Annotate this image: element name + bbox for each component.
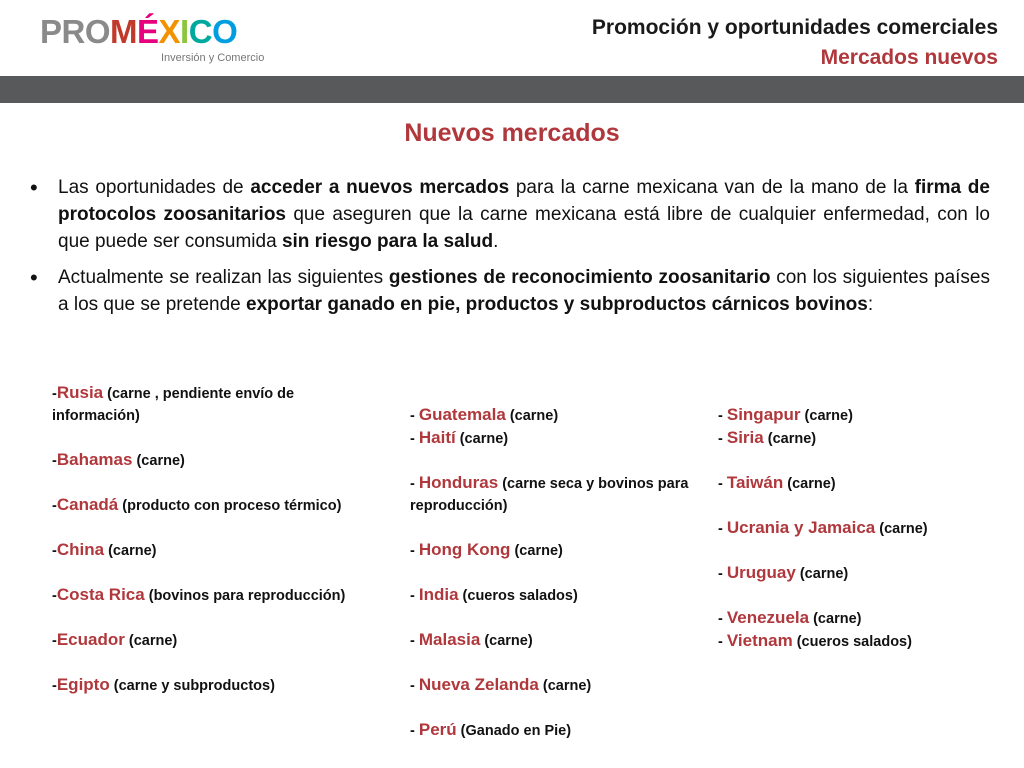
country-name: Canadá	[56, 495, 119, 514]
country-name: Venezuela	[726, 608, 810, 627]
country-note: (carne)	[510, 543, 563, 559]
country-item	[410, 539, 710, 562]
bullet-emphasis: sin riesgo para la salud	[281, 231, 494, 252]
header-subtitle: Mercados nuevos	[820, 46, 998, 69]
spacer	[718, 450, 1018, 472]
spacer	[410, 697, 710, 719]
slide-heading: Nuevos mercados	[404, 119, 620, 147]
country-name: Singapur	[726, 405, 801, 424]
country-note: (carne seca y bovinos para reproducción)	[410, 476, 689, 514]
country-name: Malasia	[418, 630, 481, 649]
spacer	[410, 607, 710, 629]
country-dash: -	[718, 408, 727, 424]
promexico-logo	[40, 14, 280, 70]
country-dash: -	[410, 633, 419, 649]
country-name: India	[418, 585, 459, 604]
country-item	[718, 607, 1018, 630]
spacer	[718, 540, 1018, 562]
spacer	[410, 562, 710, 584]
header-divider-bar	[0, 76, 1024, 103]
country-dash: -	[410, 476, 419, 492]
country-item	[718, 427, 1018, 450]
country-name: Rusia	[56, 383, 104, 402]
country-item	[52, 382, 357, 427]
country-column-3	[718, 404, 1018, 653]
bullet-text: Actualmente se realizan las siguientes	[58, 267, 389, 288]
country-dash: -	[718, 566, 727, 582]
country-note: (carne)	[800, 408, 853, 424]
country-item	[410, 629, 710, 652]
country-note: (carne)	[480, 633, 533, 649]
logo-letter: X	[158, 13, 181, 50]
country-name: Guatemala	[418, 405, 506, 424]
country-name: China	[56, 540, 105, 559]
logo-letter: O	[212, 13, 238, 50]
spacer	[52, 472, 357, 494]
country-dash: -	[718, 611, 727, 627]
country-column-2	[410, 404, 710, 742]
country-name: Ecuador	[56, 630, 125, 649]
bullet-item	[30, 264, 990, 318]
country-dash: -	[52, 633, 57, 649]
country-dash: -	[718, 521, 727, 537]
country-note: (carne)	[875, 521, 928, 537]
logo-wordmark	[40, 14, 280, 50]
bullet-text: .	[493, 231, 499, 252]
bullet-text: Las oportunidades de	[58, 177, 251, 198]
country-dash: -	[410, 431, 419, 447]
country-item	[52, 449, 357, 472]
bullet-text: para la carne mexicana van de la mano de la	[509, 177, 915, 198]
country-dash: -	[718, 634, 727, 650]
country-note: (bovinos para reproducción)	[144, 588, 346, 604]
bullet-emphasis: acceder a nuevos mercados	[250, 177, 510, 198]
bullet-item	[30, 174, 990, 255]
country-item	[52, 629, 357, 652]
spacer	[718, 585, 1018, 607]
country-note: (Ganado en Pie)	[456, 723, 572, 739]
country-name: Siria	[726, 428, 764, 447]
country-item	[718, 630, 1018, 653]
country-item	[52, 539, 357, 562]
country-dash: -	[52, 386, 57, 402]
country-note: (carne)	[132, 453, 185, 469]
logo-mexico	[110, 13, 237, 50]
country-name: Egipto	[56, 675, 110, 694]
bullet-emphasis: gestiones de reconocimiento zoosanitario	[388, 267, 771, 288]
country-name: Perú	[418, 720, 457, 739]
country-name: Ucrania y Jamaica	[726, 518, 876, 537]
country-item	[410, 427, 710, 450]
country-note: (cueros salados)	[792, 634, 912, 650]
country-name: Hong Kong	[418, 540, 511, 559]
country-note: (carne)	[124, 633, 178, 649]
country-note: (carne)	[104, 543, 157, 559]
country-name: Taiwán	[726, 473, 784, 492]
country-dash: -	[52, 678, 57, 694]
spacer	[52, 427, 357, 449]
bullet-text: :	[867, 294, 874, 315]
country-name: Bahamas	[56, 450, 133, 469]
country-item	[718, 517, 1018, 540]
spacer	[410, 652, 710, 674]
spacer	[410, 517, 710, 539]
header-title: Promoción y oportunidades comerciales	[591, 16, 998, 39]
logo-letter: I	[180, 13, 189, 50]
country-note: (carne)	[455, 431, 509, 447]
country-item	[718, 472, 1018, 495]
spacer	[52, 562, 357, 584]
country-item	[718, 404, 1018, 427]
country-name: Uruguay	[726, 563, 796, 582]
country-dash: -	[410, 588, 419, 604]
logo-letter: É	[137, 13, 159, 50]
country-note: (carne)	[763, 431, 817, 447]
country-dash: -	[410, 678, 419, 694]
spacer	[52, 607, 357, 629]
country-dash: -	[718, 476, 727, 492]
country-item	[718, 562, 1018, 585]
country-name: Honduras	[418, 473, 499, 492]
country-item	[52, 674, 357, 697]
country-item	[410, 404, 710, 427]
spacer	[410, 450, 710, 472]
spacer	[52, 652, 357, 674]
country-note: (cueros salados)	[458, 588, 578, 604]
country-name: Costa Rica	[56, 585, 145, 604]
logo-pro: PRO	[40, 13, 111, 50]
country-dash: -	[52, 588, 57, 604]
country-note: (carne)	[505, 408, 559, 424]
country-name: Haití	[418, 428, 456, 447]
country-note: (producto con proceso térmico)	[118, 498, 342, 514]
bullet-text: con los siguientes países a los que se pretende	[58, 267, 990, 315]
country-item	[52, 494, 357, 517]
country-column-1	[52, 382, 357, 697]
country-name: Nueva Zelanda	[418, 675, 539, 694]
country-dash: -	[52, 543, 57, 559]
country-note: (carne)	[809, 611, 862, 627]
country-name: Vietnam	[726, 631, 793, 650]
bullet-text: que aseguren que la carne mexicana está libre de cualquier enfermedad, con lo que puede ser consumida	[58, 204, 990, 252]
spacer	[52, 517, 357, 539]
country-note: (carne)	[795, 566, 849, 582]
logo-letter: C	[188, 13, 213, 50]
spacer	[718, 495, 1018, 517]
bullet-dot-icon: •	[30, 175, 38, 200]
logo-subtitle: Inversión y Comercio	[161, 52, 265, 64]
country-dash: -	[410, 723, 419, 739]
bullet-dot-icon: •	[30, 265, 38, 290]
country-dash: -	[52, 498, 57, 514]
country-dash: -	[410, 543, 419, 559]
bullet-emphasis: exportar ganado en pie, productos y subproductos cárnicos bovinos	[246, 294, 868, 315]
country-item	[410, 674, 710, 697]
country-note: (carne , pendiente envío de información)	[52, 386, 295, 424]
country-item	[52, 584, 357, 607]
country-dash: -	[52, 453, 57, 469]
country-dash: -	[410, 408, 419, 424]
country-note: (carne y subproductos)	[109, 678, 275, 694]
country-item	[410, 719, 710, 742]
country-item	[410, 584, 710, 607]
bullet-list	[30, 174, 990, 327]
logo-letter: M	[110, 13, 138, 50]
bullet-emphasis: firma de protocolos zoosanitarios	[58, 177, 990, 225]
country-dash: -	[718, 431, 727, 447]
country-note: (carne)	[538, 678, 592, 694]
country-note: (carne)	[783, 476, 836, 492]
country-item	[410, 472, 710, 517]
